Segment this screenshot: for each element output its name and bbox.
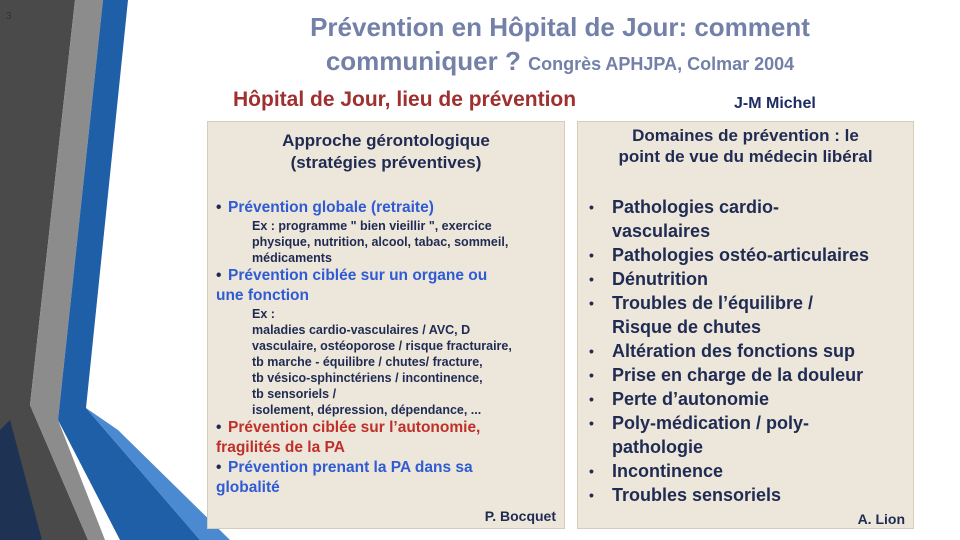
item-text: Prise en charge de la douleur [612, 365, 864, 385]
author-name: J-M Michel [734, 95, 816, 112]
item-text: Perte d’autonomie [612, 389, 770, 409]
sub-text: vasculaire, ostéoporose / risque fracturaire, [252, 339, 512, 353]
item-text: Risque de chutes [612, 317, 762, 337]
list-item: • Perte d’autonomie [589, 389, 770, 409]
item-text: Prévention globale (retraite) [228, 199, 434, 216]
list-item-global-pa-prevention: • Prévention prenant la PA dans sa [216, 459, 473, 476]
list-item: • Pathologies cardio- [589, 197, 780, 217]
item-text: Prévention ciblée sur l’autonomie, [228, 419, 481, 436]
list-item: • Incontinence [589, 461, 724, 481]
item-text: Troubles sensoriels [612, 485, 782, 505]
signature-lion: A. Lion [857, 511, 905, 527]
sub-text: Ex : [252, 307, 275, 321]
heading-line: Approche gérontologique [282, 131, 490, 150]
title-line-2-main: communiquer ? [325, 46, 521, 76]
item-text: Dénutrition [612, 269, 708, 289]
list-item: • Poly-médication / poly- [589, 413, 810, 433]
gerontology-panel [207, 121, 565, 529]
item-text: vasculaires [612, 221, 711, 241]
list-item: • Altération des fonctions sup [589, 341, 856, 361]
item-text: pathologie [612, 437, 703, 457]
item-text: fragilités de la PA [216, 439, 345, 456]
sub-text: tb sensoriels / [252, 387, 337, 401]
title-line-2 [210, 44, 910, 81]
slide-title [210, 10, 910, 81]
sub-text: maladies cardio-vasculaires / AVC, D [252, 323, 471, 337]
signature-bocquet: P. Bocquet [484, 508, 556, 524]
title-line-1: Prévention en Hôpital de Jour: comment [310, 12, 810, 42]
slide-subtitle: Hôpital de Jour, lieu de prévention [233, 88, 577, 111]
sub-text: médicaments [252, 251, 332, 265]
item-text: Altération des fonctions sup [612, 341, 856, 361]
list-item: • Prise en charge de la douleur [589, 365, 864, 385]
list-item: • Troubles de l’équilibre / [589, 293, 814, 313]
item-text: Pathologies cardio- [612, 197, 780, 217]
heading-line: Domaines de prévention : le [632, 126, 859, 145]
liberal-doctor-panel-heading [578, 125, 913, 167]
list-item: • Pathologies ostéo-articulaires [589, 245, 870, 265]
list-item: • Troubles sensoriels [589, 485, 782, 505]
list-item-organ-prevention: • Prévention ciblée sur un organe ou [216, 267, 488, 284]
item-text: Prévention prenant la PA dans sa [228, 459, 473, 476]
slide-number: 3 [6, 11, 12, 22]
item-text: Poly-médication / poly- [612, 413, 810, 433]
item-text: globalité [216, 479, 280, 496]
list-item-continuation [586, 435, 912, 459]
list-item: • Dénutrition [589, 269, 708, 289]
sub-text: tb marche - équilibre / chutes/ fracture, [252, 355, 483, 369]
gerontology-list [216, 198, 562, 498]
list-item-continuation [586, 315, 912, 339]
sub-text: isolement, dépression, dépendance, ... [252, 403, 482, 417]
item-text: Incontinence [612, 461, 724, 481]
gerontology-panel-heading [208, 130, 564, 174]
heading-line: point de vue du médecin libéral [618, 147, 873, 166]
item-text: Prévention ciblée sur un organe ou [228, 267, 488, 284]
sub-text: Ex : programme " bien vieillir ", exercice [252, 219, 492, 233]
list-item-global-prevention: • Prévention globale (retraite) [216, 199, 434, 216]
prevention-domains-list [586, 195, 912, 507]
title-conference: Congrès APHJPA, Colmar 2004 [528, 54, 795, 74]
item-text: Troubles de l’équilibre / [612, 293, 814, 313]
item-text: une fonction [216, 287, 309, 304]
heading-line: (stratégies préventives) [290, 153, 482, 172]
list-item-continuation [586, 219, 912, 243]
sub-text: physique, nutrition, alcool, tabac, sommeil, [252, 235, 509, 249]
liberal-doctor-panel [577, 121, 914, 529]
item-text: Pathologies ostéo-articulaires [612, 245, 870, 265]
sub-text: tb vésico-sphinctériens / incontinence, [252, 371, 483, 385]
list-item-autonomy-prevention: • Prévention ciblée sur l’autonomie, [216, 419, 481, 436]
